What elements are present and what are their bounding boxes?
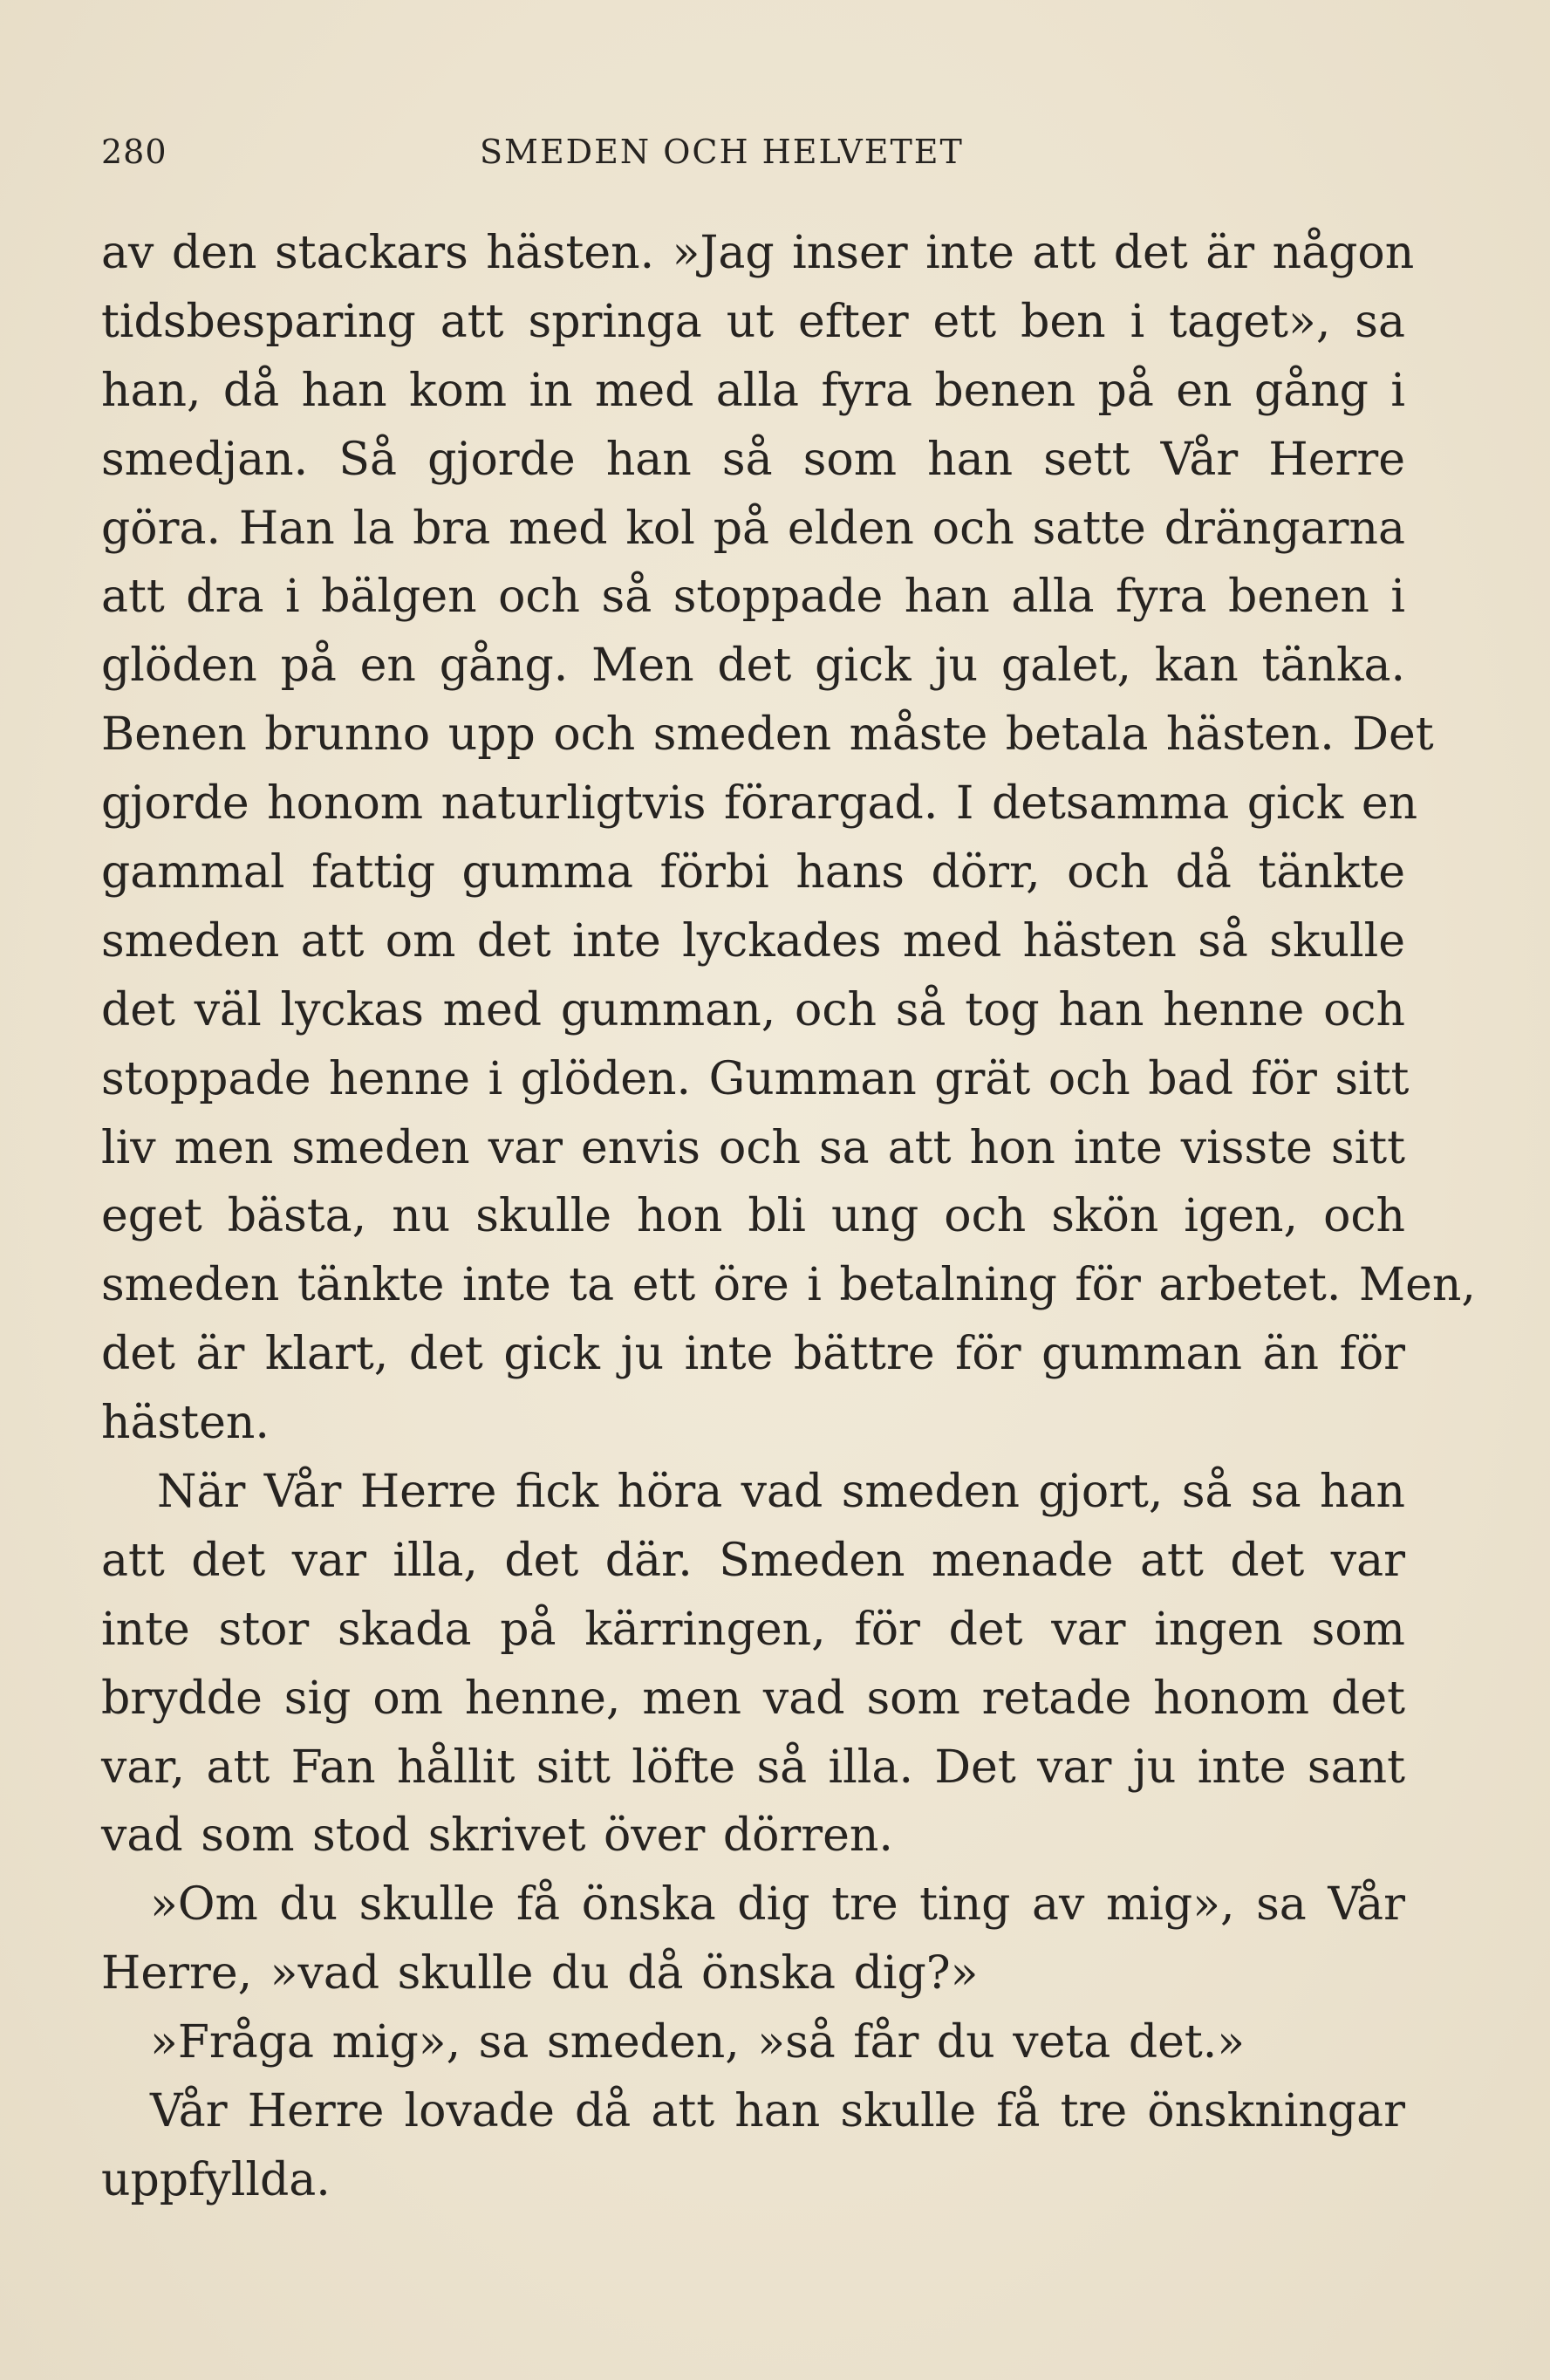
- text-line: smeden att om det inte lyckades med hästen så skulle: [101, 914, 1405, 968]
- text-line: Benen brunno upp och smeden måste betala hästen. Det: [101, 708, 1434, 762]
- text-line: gjorde honom naturligtvis förargad. I detsamma gick en: [101, 777, 1418, 831]
- text-line-paragraph-start: Vår Herre lovade då att han skulle få tre önskningar: [150, 2085, 1405, 2138]
- body-text: [101, 219, 1476, 2215]
- text-line: att det var illa, det där. Smeden menade att det var: [101, 1534, 1405, 1587]
- page-header: [101, 133, 1410, 185]
- text-line-paragraph: »Fråga mig», sa smeden, »så får du veta det.»: [150, 2016, 1246, 2069]
- text-line: inte stor skada på kärringen, för det var ingen som: [101, 1603, 1405, 1656]
- text-line: liv men smeden var envis och sa att hon inte visste sitt: [101, 1121, 1405, 1174]
- text-line: av den stackars hästen. »Jag inser inte att det är någon: [101, 227, 1415, 279]
- text-line: tidsbesparing att springa ut efter ett ben i taget», sa: [101, 295, 1405, 348]
- text-line-paragraph-end: Herre, »vad skulle du då önska dig?»: [101, 1947, 979, 2000]
- text-line-paragraph-start: »Om du skulle få önska dig tre ting av mig», sa Vår: [150, 1878, 1405, 1932]
- text-line: eget bästa, nu skulle hon bli ung och skön igen, och: [101, 1190, 1405, 1243]
- text-line: det är klart, det gick ju inte bättre för gumman än för: [101, 1328, 1405, 1381]
- text-line: glöden på en gång. Men det gick ju galet, kan tänka.: [101, 639, 1405, 693]
- text-line-paragraph-start: När Vår Herre fick höra vad smeden gjort, så sa han: [157, 1466, 1405, 1519]
- text-line: det väl lyckas med gumman, och så tog han henne och: [101, 983, 1405, 1036]
- text-line: gammal fattig gumma förbi hans dörr, och då tänkte: [101, 846, 1405, 899]
- text-line-paragraph-end: hästen.: [101, 1397, 270, 1450]
- text-line: stoppade henne i glöden. Gumman grät och bad för sitt: [101, 1052, 1410, 1105]
- text-line: göra. Han la bra med kol på elden och satte drängarna: [101, 502, 1405, 555]
- text-line: han, då han kom in med alla fyra benen på en gång i: [101, 364, 1405, 417]
- text-line: var, att Fan hållit sitt löfte så illa. Det var ju inte sant: [101, 1741, 1405, 1794]
- running-head: SMEDEN OCH HELVETET: [480, 133, 964, 171]
- text-line: smeden tänkte inte ta ett öre i betalning för arbetet. Men,: [101, 1259, 1476, 1312]
- page-number: 280: [101, 133, 167, 171]
- text-line: att dra i bälgen och så stoppade han alla fyra benen i: [101, 571, 1405, 624]
- text-line-paragraph-end: vad som stod skrivet över dörren.: [101, 1809, 893, 1863]
- text-line: brydde sig om henne, men vad som retade honom det: [101, 1672, 1405, 1725]
- text-line-paragraph-end: uppfyllda.: [101, 2153, 331, 2206]
- text-line: smedjan. Så gjorde han så som han sett Vår Herre: [101, 433, 1405, 486]
